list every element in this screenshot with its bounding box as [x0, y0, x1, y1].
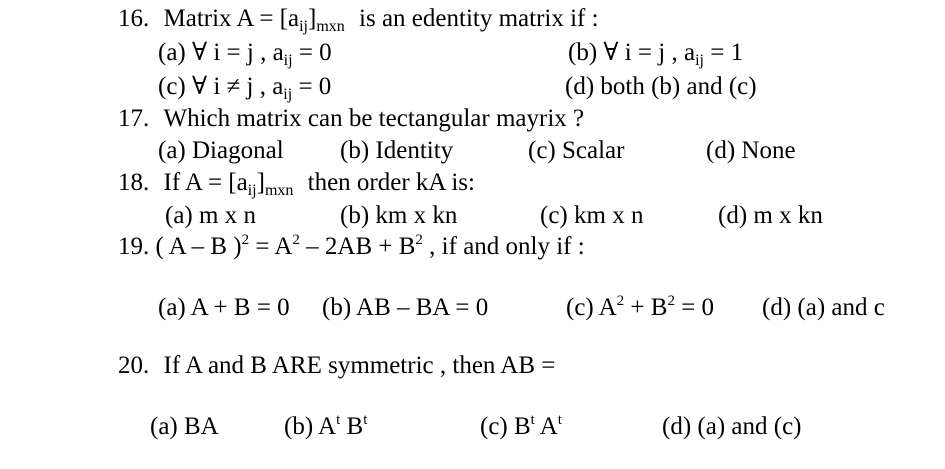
option-18-c: (c) km x n	[540, 202, 644, 229]
question-number: 17.	[118, 105, 150, 132]
question-number: 20.	[118, 352, 150, 379]
option-19-d: (d) (a) and c	[762, 294, 885, 321]
option-17-a: (a) Diagonal	[158, 137, 284, 164]
option-20-c: (c) $B^t$ $A^t$	[480, 412, 562, 440]
question-number: 19.	[118, 233, 150, 260]
option-16-a: (a) ∀ i = j , $a_{ij} = 0$	[158, 39, 332, 69]
question-number: 16.	[118, 5, 150, 32]
option-16-c: (c) ∀ i ≠ j , $a_{ij} = 0$	[158, 73, 332, 103]
option-20-d: (d) (a) and (c)	[662, 413, 802, 440]
option-20-b: (b) $A^t$ $B^t$	[284, 412, 368, 440]
option-18-b: (b) km x kn	[340, 202, 458, 229]
question-19-stem: 19. ( A – B )$^2 = A^2 - 2AB + B^2$ , if and only if :	[118, 232, 585, 260]
option-18-a: (a) m x n	[165, 202, 256, 229]
option-18-d: (d) m x kn	[718, 202, 823, 229]
question-16-stem: 16. Matrix $A = [a_{ij}]_{mxn}$ is an edentity matrix if :	[118, 5, 599, 35]
question-18-stem: 18. If $A = [a_{ij}]_{mxn}$ then order kA is:	[118, 169, 475, 199]
question-17-stem: 17. Which matrix can be tectangular mayrix ?	[118, 105, 585, 132]
option-19-a: (a) A + B = 0	[158, 294, 290, 321]
option-17-c: (c) Scalar	[528, 137, 625, 164]
option-19-c: (c) $A^2 + B^2 = 0$	[566, 293, 715, 321]
option-20-a: (a) BA	[150, 413, 219, 440]
option-17-d: (d) None	[706, 137, 796, 164]
question-20-stem: 20. If A and B ARE symmetric , then AB =	[118, 352, 556, 379]
question-number: 18.	[118, 169, 150, 196]
option-19-b: (b) AB – BA = 0	[322, 294, 489, 321]
option-17-b: (b) Identity	[340, 137, 454, 164]
option-16-d: (d) both (b) and (c)	[565, 73, 757, 100]
option-16-b: (b) ∀ i = j , $a_{ij} = 1$	[568, 39, 744, 69]
